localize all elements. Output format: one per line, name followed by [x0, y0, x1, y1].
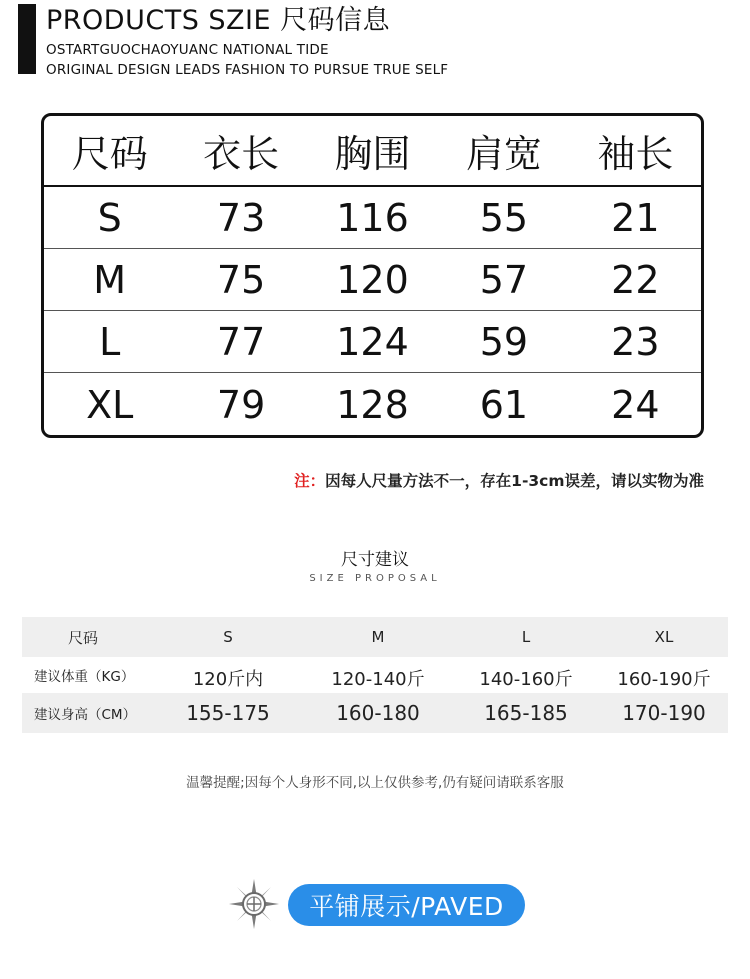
header-cell-shoulder: 肩宽 — [465, 132, 542, 176]
table-cell: 75 — [216, 257, 266, 302]
table-row — [22, 617, 728, 657]
table-cell: 140-160斤 — [479, 669, 573, 690]
header-subtitle-2: ORIGINAL DESIGN LEADS FASHION TO PURSUE TRUE SELF — [46, 62, 449, 78]
note-text: 因每人尺量方法不一，存在1-3cm误差，请以实物为准 — [325, 472, 704, 490]
page-title: PRODUCTS SZIE 尺码信息 — [46, 5, 391, 36]
table-cell: 120-140斤 — [331, 669, 425, 690]
table-cell: 116 — [336, 195, 409, 240]
proposal-title: 尺寸建议 — [341, 550, 409, 570]
table-cell: 120斤内 — [192, 669, 264, 690]
table-cell: M — [93, 257, 127, 302]
header-cell-sleeve: 袖长 — [597, 132, 674, 176]
table-cell: 120 — [336, 257, 409, 302]
row-label: 尺码 — [68, 628, 99, 647]
table-cell: 73 — [216, 195, 266, 240]
table-cell: M — [371, 628, 385, 646]
note-label: 注： — [294, 472, 326, 490]
header-subtitle-1: OSTARTGUOCHAOYUANC NATIONAL TIDE — [46, 42, 329, 58]
table-cell: 59 — [479, 319, 529, 364]
table-cell: 24 — [611, 382, 660, 427]
size-chart-table — [41, 113, 704, 438]
reminder-text: 温馨提醒;因每个人身形不同,以上仅供参考,仍有疑问请联系客服 — [186, 775, 564, 791]
table-row — [44, 373, 701, 436]
size-proposal-table — [22, 617, 728, 733]
header-accent-bar — [18, 4, 36, 74]
table-row — [44, 187, 701, 249]
table-cell: 57 — [479, 257, 529, 302]
table-cell: 77 — [216, 319, 266, 364]
table-cell: 128 — [336, 382, 409, 427]
row-label: 建议体重（KG） — [34, 669, 135, 685]
table-row — [22, 657, 728, 693]
table-row — [22, 693, 728, 733]
compass-emblem-icon — [228, 878, 280, 930]
measurement-note — [294, 469, 704, 491]
header-cell-size: 尺码 — [71, 132, 148, 176]
table-cell: S — [97, 195, 122, 240]
header-cell-chest: 胸围 — [334, 132, 411, 176]
table-cell: S — [223, 628, 233, 646]
paved-display-badge: 平铺展示/PAVED — [288, 884, 525, 926]
table-cell: 160-180 — [336, 701, 420, 725]
row-label: 建议身高（CM） — [34, 707, 137, 723]
table-cell: XL — [86, 382, 134, 427]
table-row — [44, 249, 701, 311]
table-cell: 155-175 — [186, 701, 270, 725]
table-cell: L — [99, 319, 121, 364]
table-cell: 79 — [216, 382, 266, 427]
table-cell: L — [521, 628, 531, 646]
table-cell: 21 — [611, 195, 660, 240]
size-chart-header-row — [44, 116, 701, 187]
table-cell: 61 — [479, 382, 529, 427]
table-cell: 55 — [479, 195, 529, 240]
table-cell: 170-190 — [622, 701, 706, 725]
table-row — [44, 311, 701, 373]
header-cell-length: 衣长 — [203, 132, 280, 176]
proposal-subtitle: SIZE PROPOSAL — [309, 573, 441, 584]
table-cell: XL — [654, 628, 674, 646]
table-cell: 23 — [611, 319, 660, 364]
table-cell: 22 — [611, 257, 660, 302]
table-cell: 124 — [336, 319, 409, 364]
table-cell: 165-185 — [484, 701, 568, 725]
table-cell: 160-190斤 — [617, 669, 711, 690]
